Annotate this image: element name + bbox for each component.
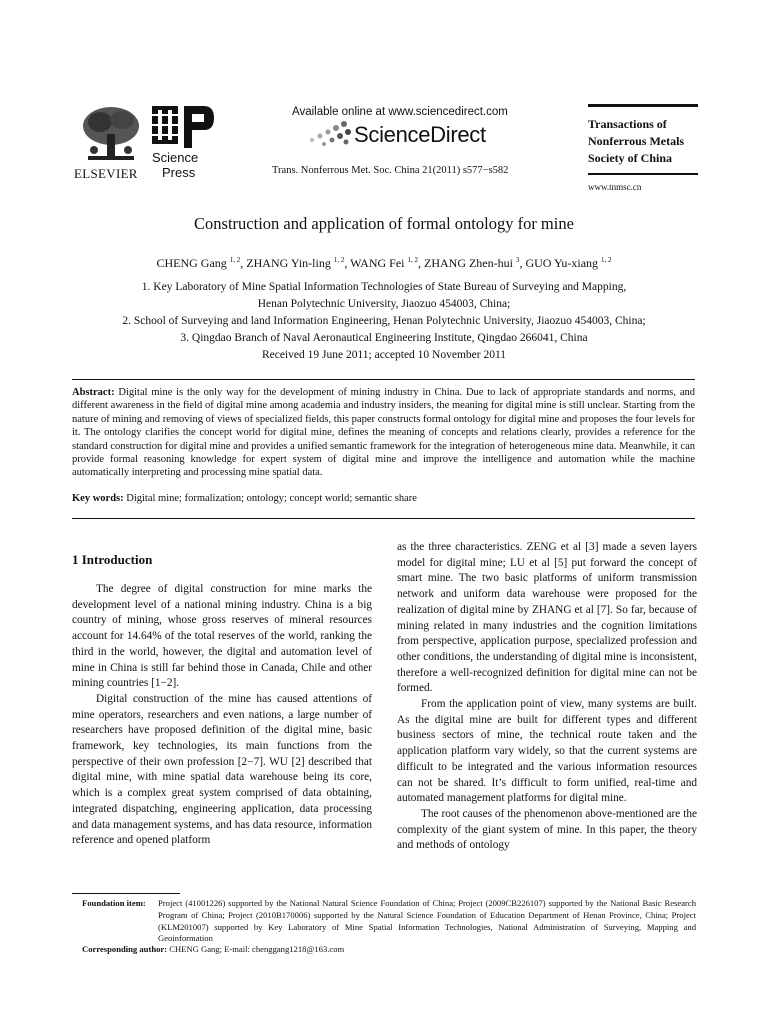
body-paragraph: The degree of digital construction for mine marks the development level of a national mining industry. China is a big country of mining, whose gross reserves of mineral resources account for 14.64% of the total reserves of the world, ranking the third in the world, however, the digital and automation level of mine in China is still far behind those in Canada, Chile and other mining countries [1−2]. xyxy=(72,583,372,690)
corresponding-text: CHENG Gang; E-mail: chenggang1218@163.com xyxy=(169,944,345,954)
journal-citation: Trans. Nonferrous Met. Soc. China 21(2011) s577−s582 xyxy=(272,165,509,176)
abstract-text: Digital mine is the only way for the development of mining industry in China. Due to lack of appropriate standards and norms, and different awareness in the field of digital mine among academia and industry insiders, the meaning for digital mine is still unclear. Starting from the nature of mining and removing of views of specialized fields, this paper constructs formal ontology for digital mine and proposes the four levels for it. The ontology clarifies the concept world for digital mine, defines the meaning of concepts and relations clearly, provides a reference for the standard construction for digital mine and provides a unified semantic framework for the integration of heterogeneous mine data. Meanwhile, it can provide formal reasoning knowledge for expert system of digital mine and improve the intelligence and automation while the machine automatically interpreting and processing mine spatial data. xyxy=(72,387,695,479)
author-list: CHENG Gang $^{1, 2}$, ZHANG Yin-ling $^{1, 2}$, WANG Fei $^{1, 2}$, ZHANG Zhen-hui $^3$, GUO Yu-xiang $^{1, 2}$ xyxy=(156,256,612,270)
corresponding-label: Corresponding author: xyxy=(82,944,168,954)
journal-rule-top xyxy=(588,104,698,107)
author-name: ZHANG Zhen-hui xyxy=(423,256,516,270)
abstract xyxy=(72,386,695,480)
journal-url: www.tnmsc.cn xyxy=(588,182,642,192)
abstract-label: Abstract: xyxy=(72,387,115,398)
paper-title: Construction and application of formal ontology for mine xyxy=(194,214,574,233)
footnote-rule xyxy=(72,893,180,894)
affiliation-2: 2. School of Surveying and land Information Engineering, Henan Polytechnic University, Jiaozuo 454003, China; xyxy=(122,315,646,327)
author-affiliation-mark: 1, 2 xyxy=(407,256,418,264)
keywords-text: Digital mine; formalization; ontology; concept world; semantic share xyxy=(126,493,417,504)
author-name: GUO Yu-xiang xyxy=(525,256,602,270)
body-paragraph: The root causes of the phenomenon above-mentioned are the complexity of the giant system of mine. In this paper, the theory and methods of ontology xyxy=(397,807,697,852)
sciencedirect-available-text: Available online at www.sciencedirect.com xyxy=(292,106,508,118)
foundation-text: Project (41001226) supported by the National Natural Science Foundation of China; Project (2009CB226107) supported by the National Basic Research Program of China; Project (2010B170006) supported by the Natural Science Foundation of Education Department of Henan Province, China; Project (KLM201007) supported by Key Laboratory of Mine Spatial Information Technologies, National Administration of Surveying, Mapping and Geoinformation xyxy=(158,898,696,944)
author-affiliation-mark: 1, 2 xyxy=(229,256,241,264)
footnote-foundation xyxy=(82,898,696,945)
journal-name-line: Society of China xyxy=(588,151,672,165)
body-column-left xyxy=(72,582,372,849)
affiliation-3: 3. Qingdao Branch of Naval Aeronautical Engineering Institute, Qingdao 266041, China xyxy=(180,332,588,344)
author-affiliation-mark: 1, 2 xyxy=(601,256,612,264)
affiliation-1-cont: Henan Polytechnic University, Jiaozuo 454003, China; xyxy=(257,298,511,310)
abstract-rule-bottom xyxy=(72,518,695,519)
keywords-label: Key words: xyxy=(72,493,124,504)
body-column-right xyxy=(397,540,697,854)
foundation-label: Foundation item: xyxy=(82,898,146,908)
science-press-logo xyxy=(150,104,220,180)
journal-name-line: Nonferrous Metals xyxy=(588,134,685,148)
author-name: CHENG Gang xyxy=(156,256,230,270)
body-paragraph: From the application point of view, many systems are built. As the digital mine are built for different types and different business sectors of mine, the technical route taken and the application platform vary widely, so that the current systems are difficult to be integrated and the various information resources can not be shared. It’s difficult to form unified, real-time and automated management platforms for digital mine. xyxy=(397,698,697,805)
elsevier-logo xyxy=(74,104,146,180)
science-press-line2: Press xyxy=(162,165,196,180)
received-dates: Received 19 June 2011; accepted 10 November 2011 xyxy=(261,349,507,361)
science-press-mark-icon xyxy=(150,104,216,150)
footnote-corresponding-author xyxy=(82,944,344,954)
body-paragraph: Digital construction of the mine has caused attentions of mine operators, researchers and even nations, a large number of researchers have proposed definition of the digital mine, basic framework, key technologies, its main functions from the perspective of their own profession [2−7]. WU [2] described that digital mine, with mine spatial data warehouse being its core, which is a complex great system comprised of data obtaining, integrated dispatching, engineering application, data processing and data management systems, and has data resource, information reference and opened platform xyxy=(72,692,372,847)
body-paragraph: as the three characteristics. ZENG et al [3] made a seven layers model for digital mine; LU et al [5] put forward the concept of smart mine. The two basic platforms of uniform transmission network and uniform data warehouse were proposed for the realization of digital mine by ZHANG et al [7]. So far, because of mining related in many industries and the cognition limitations from perspective, application purpose, specialized profession and other conditions, the understanding of digital mine is inconsistent, therefore a well-recognized definition for digital mine can not be formed. xyxy=(397,541,697,695)
author-name: WANG Fei xyxy=(350,256,408,270)
affiliation-1: 1. Key Laboratory of Mine Spatial Information Technologies of State Bureau of Surveying and Mapping, xyxy=(141,281,627,293)
sciencedirect-wordmark: ScienceDirect xyxy=(354,122,486,147)
journal-rule-bottom xyxy=(588,173,698,175)
author-affiliation-mark: 3 xyxy=(515,256,520,264)
abstract-rule-top xyxy=(72,379,695,380)
section-heading-introduction: 1 Introduction xyxy=(72,552,153,567)
journal-name xyxy=(588,116,708,167)
science-press-line1: Science xyxy=(152,150,199,165)
sciencedirect-dots-icon xyxy=(304,120,354,150)
author-affiliation-mark: 1, 2 xyxy=(333,256,345,264)
journal-name-line: Transactions of xyxy=(588,117,667,131)
elsevier-tree-icon xyxy=(80,104,142,164)
author-name: ZHANG Yin-ling xyxy=(246,256,334,270)
elsevier-wordmark: ELSEVIER xyxy=(74,166,138,181)
keywords xyxy=(72,493,695,504)
